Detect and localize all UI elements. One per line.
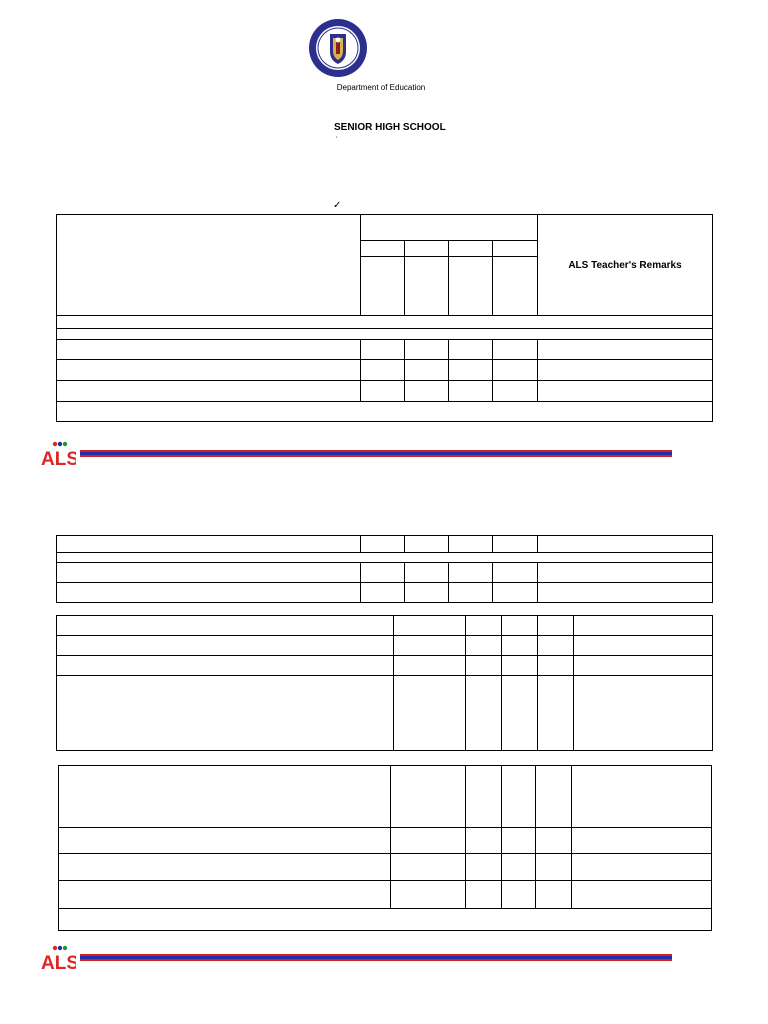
rating-table-1 [56, 214, 713, 422]
rating-sub-header [361, 241, 405, 257]
als-divider-bar [80, 954, 672, 961]
deped-seal-logo [308, 18, 368, 78]
table-row [57, 636, 713, 656]
als-divider-bar [80, 450, 672, 457]
table-row [57, 381, 713, 402]
als-logo-text: ALS [41, 449, 76, 467]
program-title: SENIOR HIGH SCHOOL [334, 122, 446, 133]
criteria-header-cell [57, 215, 361, 316]
rating-sub-header [405, 241, 449, 257]
als-logo [40, 441, 76, 472]
table-row [59, 828, 712, 854]
table-row [57, 340, 713, 360]
rating-cell [405, 257, 449, 316]
section-row [57, 553, 713, 563]
department-name: Department of Education [336, 83, 426, 92]
check-mark: ✓ [333, 200, 342, 211]
teacher-remarks-header: ALS Teacher's Remarks [538, 215, 713, 316]
table-row [59, 766, 712, 828]
table-row [57, 536, 713, 553]
table-row [57, 583, 713, 603]
table-row [57, 360, 713, 381]
als-logo [40, 945, 76, 976]
rating-table-2 [56, 535, 713, 603]
rating-header-cell [361, 215, 538, 241]
rating-sub-header [493, 241, 538, 257]
rating-table-4 [58, 765, 712, 931]
table-row [59, 881, 712, 909]
table-row [57, 656, 713, 676]
small-mark: ' [336, 137, 338, 143]
rating-cell [493, 257, 538, 316]
table-row [59, 854, 712, 881]
rating-sub-header [449, 241, 493, 257]
rating-cell [449, 257, 493, 316]
section-row [57, 329, 713, 340]
section-row [57, 316, 713, 329]
als-logo-text: ALS [41, 953, 76, 971]
footer-row [57, 402, 713, 422]
rating-cell [361, 257, 405, 316]
table-row [57, 616, 713, 636]
footer-row [59, 909, 712, 931]
table-row [57, 563, 713, 583]
table-row [57, 676, 713, 751]
rating-table-3 [56, 615, 713, 751]
